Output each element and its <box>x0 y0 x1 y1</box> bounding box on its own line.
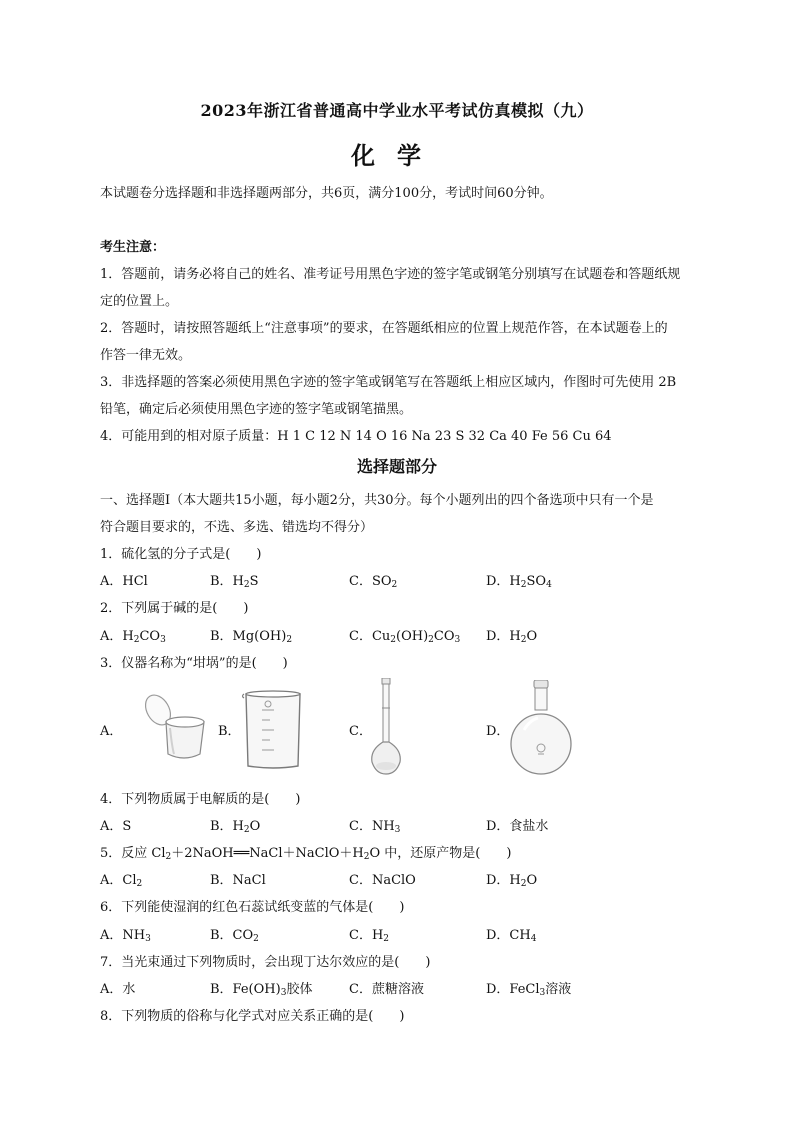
q6-option-d: D．$CH_4$ <box>486 928 537 944</box>
q7-option-a: A．水 <box>100 982 136 997</box>
q8-stem: 8．下列物质的俗称与化学式对应关系正确的是( ) <box>100 1009 405 1024</box>
section-desc-line-2: 符合题目要求的，不选、多选、错选均不得分） <box>100 520 374 535</box>
subject-title: 化学 <box>351 141 443 170</box>
exam-intro: 本试题卷分选择题和非选择题两部分，共6页，满分100分，考试时间60分钟。 <box>100 186 553 201</box>
q3-option-d-label: D． <box>486 724 510 739</box>
note-2-line-2: 作答一律无效。 <box>100 348 192 363</box>
q3-option-c-label: C． <box>349 724 372 739</box>
q6-option-a: A．$NH_3$ <box>100 928 151 944</box>
note-2-line-1: 2．答题时，请按照答题纸上“注意事项”的要求，在答题纸相应的位置上规范作答，在本试题卷上的 <box>100 321 668 336</box>
q4-option-d: D．食盐水 <box>486 819 549 834</box>
q6-option-c: C．$H_2$ <box>349 928 390 944</box>
q5-option-b: B．NaCl <box>210 873 266 888</box>
note-1-line-1: 1．答题前，请务必将自己的姓名、准考证号用黑色字迹的签字笔或钢笔分别填写在试题卷和答题纸规 <box>100 267 681 282</box>
q1-option-a: A．HCl <box>100 574 148 589</box>
note-1-line-2: 定的位置上。 <box>100 294 179 309</box>
section-desc-line-1: 一、选择题Ⅰ（本大题共15小题，每小题2分，共30分。每个小题列出的四个备选项中只有一个是 <box>100 493 654 508</box>
note-3-line-2: 铅笔，确定后必须使用黑色字迹的签字笔或钢笔描黑。 <box>100 402 413 417</box>
q4-stem: 4．下列物质属于电解质的是( ) <box>100 792 301 807</box>
q5-stem: 5．反应 $Cl_2+2NaOH══NaCl+NaClO+H_2O$ 中，还原产物是( ) <box>100 846 512 862</box>
q4-option-c: C．$NH_3$ <box>349 819 401 835</box>
q2-option-c: C．$Cu_2(OH)_2CO_3$ <box>349 629 461 645</box>
q6-stem: 6．下列能使湿润的红色石蕊试纸变蓝的气体是( ) <box>100 900 405 915</box>
section-heading: 选择题部分 <box>356 457 437 476</box>
q7-option-b: B．$Fe(OH)_3$胶体 <box>210 982 313 998</box>
q4-option-a: A．S <box>100 819 132 834</box>
round-bottom-flask-image <box>508 680 574 778</box>
note-3-line-1: 3．非选择题的答案必须使用黑色字迹的签字笔或钢笔写在答题纸上相应区域内，作图时可先使用 2B <box>100 375 677 390</box>
q2-option-d: D．$H_2O$ <box>486 629 538 645</box>
beaker-image <box>238 688 308 772</box>
q7-option-c: C．蔗糖溶液 <box>349 982 424 997</box>
crucible-image <box>128 692 220 764</box>
q5-option-a: A．$Cl_2$ <box>100 873 143 889</box>
exam-title: 2023年浙江省普通高中学业水平考试仿真模拟（九） <box>200 101 594 120</box>
q6-option-b: B．$CO_2$ <box>210 928 259 944</box>
q5-option-d: D．$H_2O$ <box>486 873 538 889</box>
notes-title: 考生注意： <box>100 240 166 255</box>
q2-option-a: A．$H_2CO_3$ <box>100 629 166 645</box>
q4-option-b: B．$H_2O$ <box>210 819 261 835</box>
q7-stem: 7．当光束通过下列物质时，会出现丁达尔效应的是( ) <box>100 955 431 970</box>
q1-option-c: C．$SO_2$ <box>349 574 398 590</box>
q1-option-d: D．$H_2SO_4$ <box>486 574 552 590</box>
note-4: 4．可能用到的相对原子质量：H 1 C 12 N 14 O 16 Na 23 S 32 Ca 40 Fe 56 Cu 64 <box>100 429 612 444</box>
q3-stem: 3．仪器名称为“坩埚”的是( ) <box>100 656 288 671</box>
q3-option-a-label: A． <box>100 724 123 739</box>
q7-option-d: D．FeCl$_3$溶液 <box>486 982 572 998</box>
q1-stem: 1．硫化氢的分子式是( ) <box>100 547 262 562</box>
q1-option-b: B．$H_2S$ <box>210 574 259 590</box>
q2-stem: 2．下列属于碱的是( ) <box>100 601 249 616</box>
q2-option-b: B．$Mg(OH)_2$ <box>210 629 293 645</box>
q3-option-b-label: B． <box>218 724 241 739</box>
q5-option-c: C．NaClO <box>349 873 416 888</box>
volumetric-flask-image <box>366 678 406 778</box>
